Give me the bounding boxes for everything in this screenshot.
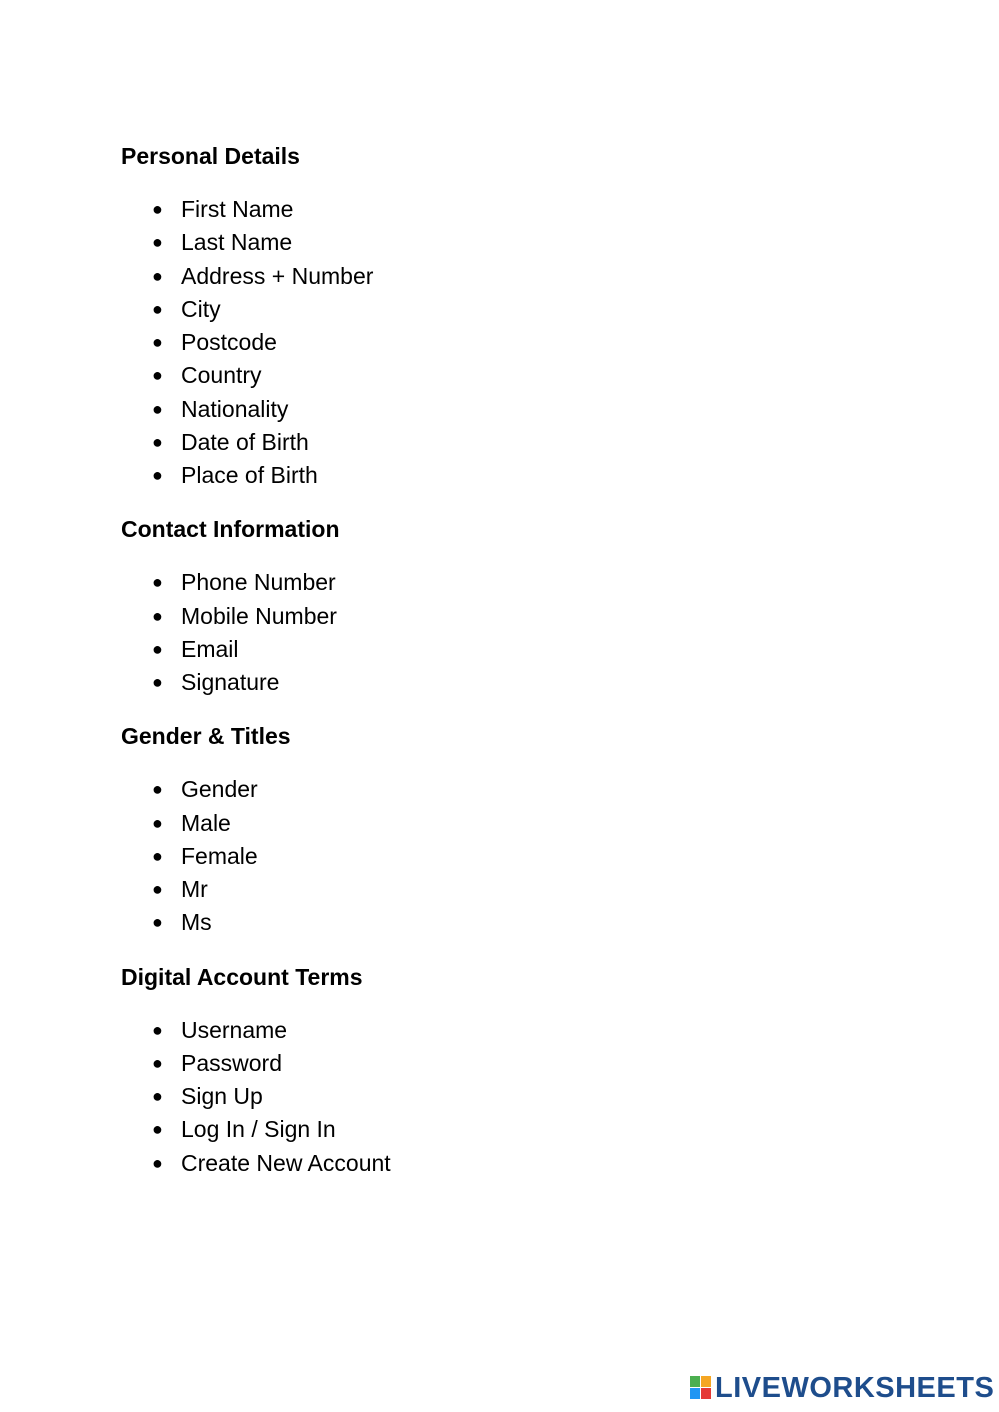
list-item (121, 359, 881, 392)
list-item-label: Address + Number (181, 262, 374, 289)
list-item-label: Sign Up (181, 1083, 263, 1109)
list-item-label: Date of Birth (181, 428, 309, 455)
list-item-label: Postcode (181, 329, 277, 355)
bullet-list (121, 773, 881, 939)
bullet-icon: ● (152, 638, 163, 659)
list-item-label: Male (181, 809, 231, 836)
bullet-icon: ● (152, 1019, 163, 1040)
list-item-label: Password (181, 1049, 282, 1076)
list-item (121, 1080, 881, 1113)
list-item (121, 1047, 881, 1080)
bullet-icon: ● (152, 845, 163, 866)
logo-square-2 (701, 1376, 711, 1387)
section-heading: Personal Details (121, 143, 300, 169)
list-item (121, 633, 881, 666)
logo-text: LIVEWORKSHEETS (715, 1372, 995, 1404)
bullet-icon: ● (152, 1052, 163, 1073)
list-item (121, 773, 881, 806)
list-item (121, 807, 881, 840)
list-item-label: Female (181, 842, 258, 869)
list-item (121, 566, 881, 599)
document-body (121, 140, 881, 1201)
list-item (121, 293, 881, 326)
section-digital-account-terms (121, 961, 881, 1180)
list-item-label: Phone Number (181, 569, 336, 596)
list-item-label: Username (181, 1016, 288, 1043)
bullet-icon: ● (152, 365, 163, 386)
bullet-icon: ● (152, 1152, 163, 1173)
section-heading: Contact Information (121, 516, 340, 543)
bullet-list (121, 1014, 881, 1180)
bullet-icon: ● (152, 465, 163, 485)
list-item (121, 193, 881, 226)
list-item (121, 1113, 881, 1146)
bullet-icon: ● (152, 812, 163, 833)
list-item (121, 459, 881, 492)
logo-square-3 (690, 1388, 700, 1399)
list-item (121, 426, 881, 459)
list-item-label: Mobile Number (181, 602, 337, 629)
list-item (121, 1014, 881, 1047)
list-item (121, 666, 881, 699)
list-item-label: Mr (181, 876, 208, 902)
section-contact-information (121, 513, 881, 699)
list-item (121, 906, 881, 939)
section-gender-titles (121, 720, 881, 939)
list-item (121, 873, 881, 906)
bullet-icon: ● (152, 672, 163, 692)
list-item-label: Email (181, 635, 239, 662)
liveworksheets-logo (690, 1372, 994, 1404)
liveworksheets-logo-icon (690, 1376, 712, 1400)
list-item (121, 326, 881, 359)
list-item-label: City (181, 295, 221, 322)
bullet-icon: ● (152, 265, 163, 286)
list-item-label: Gender (181, 776, 258, 803)
list-item (121, 393, 881, 426)
list-item (121, 840, 881, 873)
bullet-icon: ● (152, 1119, 163, 1140)
list-item (121, 1147, 881, 1180)
list-item (121, 600, 881, 633)
bullet-icon: ● (152, 398, 163, 419)
bullet-list (121, 566, 881, 699)
section-heading: Gender & Titles (121, 723, 291, 750)
list-item-label: First Name (181, 196, 294, 222)
bullet-icon: ● (152, 779, 163, 800)
list-item-label: Log In / Sign In (181, 1116, 336, 1143)
list-item-label: Signature (181, 669, 280, 695)
bullet-icon: ● (152, 232, 163, 253)
section-personal-details (121, 140, 881, 492)
section-heading: Digital Account Terms (121, 963, 363, 990)
list-item (121, 260, 881, 293)
list-item-label: Nationality (181, 395, 289, 422)
list-item-label: Country (181, 362, 262, 389)
bullet-icon: ● (152, 605, 163, 626)
list-item-label: Ms (181, 909, 212, 936)
bullet-icon: ● (152, 912, 163, 933)
bullet-icon: ● (152, 332, 163, 352)
bullet-icon: ● (152, 1086, 163, 1106)
bullet-list (121, 193, 881, 492)
list-item-label: Place of Birth (181, 462, 318, 488)
logo-square-4 (701, 1388, 711, 1399)
bullet-icon: ● (152, 431, 163, 452)
logo-square-1 (690, 1376, 700, 1387)
list-item-label: Last Name (181, 229, 293, 256)
bullet-icon: ● (152, 572, 163, 593)
bullet-icon: ● (152, 298, 163, 319)
list-item (121, 226, 881, 259)
list-item-label: Create New Account (181, 1149, 391, 1176)
bullet-icon: ● (152, 879, 163, 899)
bullet-icon: ● (152, 199, 163, 219)
